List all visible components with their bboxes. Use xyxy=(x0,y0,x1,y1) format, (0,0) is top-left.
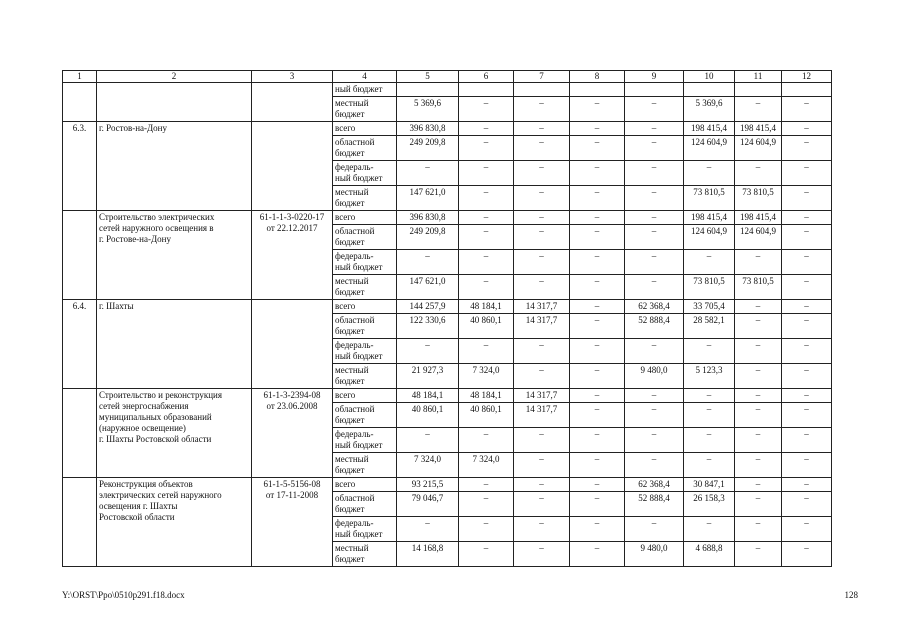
amount-cell: – xyxy=(782,428,832,453)
amount-cell: – xyxy=(514,428,570,453)
column-number: 4 xyxy=(333,71,397,83)
amount-cell xyxy=(570,83,625,97)
column-number: 7 xyxy=(514,71,570,83)
funding-source-cell: местный бюджет xyxy=(333,453,397,478)
amount-cell: 5 123,3 xyxy=(684,364,735,389)
amount-cell: 93 215,5 xyxy=(397,478,459,492)
amount-cell: – xyxy=(459,211,514,225)
funding-source-cell: федераль- ный бюджет xyxy=(333,161,397,186)
table-row xyxy=(63,83,832,97)
funding-source-cell: всего xyxy=(333,478,397,492)
amount-cell: – xyxy=(782,122,832,136)
amount-cell: – xyxy=(735,517,782,542)
amount-cell: – xyxy=(625,403,684,428)
object-name-cell: Строительство электрических сетей наружного освещения в г. Ростове-на-Дону xyxy=(97,211,252,300)
amount-cell: – xyxy=(782,275,832,300)
amount-cell: – xyxy=(782,339,832,364)
amount-cell: – xyxy=(459,339,514,364)
amount-cell: – xyxy=(625,453,684,478)
amount-cell: – xyxy=(735,364,782,389)
amount-cell: – xyxy=(684,517,735,542)
amount-cell: – xyxy=(397,339,459,364)
funding-source-cell: всего xyxy=(333,211,397,225)
amount-cell: 198 415,4 xyxy=(735,122,782,136)
amount-cell: 40 860,1 xyxy=(459,403,514,428)
amount-cell: – xyxy=(735,300,782,314)
amount-cell: – xyxy=(459,122,514,136)
amount-cell: – xyxy=(684,161,735,186)
funding-source-cell: местный бюджет xyxy=(333,275,397,300)
amount-cell: 14 168,8 xyxy=(397,542,459,567)
amount-cell: 5 369,6 xyxy=(684,97,735,122)
funding-source-cell: всего xyxy=(333,122,397,136)
amount-cell: – xyxy=(514,211,570,225)
amount-cell: – xyxy=(735,250,782,275)
object-name-cell: г. Ростов-на-Дону xyxy=(97,122,252,211)
amount-cell: – xyxy=(782,478,832,492)
funding-source-cell: всего xyxy=(333,389,397,403)
amount-cell: – xyxy=(625,211,684,225)
amount-cell: – xyxy=(459,517,514,542)
amount-cell: – xyxy=(625,339,684,364)
amount-cell: 62 368,4 xyxy=(625,300,684,314)
column-number: 3 xyxy=(252,71,333,83)
amount-cell: 396 830,8 xyxy=(397,211,459,225)
funding-source-cell: областной бюджет xyxy=(333,225,397,250)
funding-source-cell: областной бюджет xyxy=(333,403,397,428)
amount-cell: – xyxy=(397,517,459,542)
amount-cell: – xyxy=(684,403,735,428)
amount-cell: – xyxy=(570,478,625,492)
amount-cell xyxy=(782,83,832,97)
funding-source-cell: местный бюджет xyxy=(333,364,397,389)
amount-cell: – xyxy=(625,161,684,186)
amount-cell: – xyxy=(514,517,570,542)
amount-cell: 7 324,0 xyxy=(459,453,514,478)
amount-cell: – xyxy=(514,542,570,567)
column-number: 12 xyxy=(782,71,832,83)
table-row xyxy=(63,389,832,403)
amount-cell: – xyxy=(735,478,782,492)
amount-cell: – xyxy=(625,225,684,250)
object-name-cell: Реконструкция объектов электрических сетей наружного освещения г. Шахты Ростовской области xyxy=(97,478,252,567)
page-number: 128 xyxy=(844,590,858,600)
amount-cell: – xyxy=(514,122,570,136)
document-ref-cell xyxy=(252,83,333,122)
amount-cell: – xyxy=(782,517,832,542)
amount-cell: 73 810,5 xyxy=(684,275,735,300)
amount-cell: 198 415,4 xyxy=(735,211,782,225)
amount-cell: – xyxy=(782,389,832,403)
column-number: 11 xyxy=(735,71,782,83)
item-number-cell: 6.4. xyxy=(63,300,97,389)
funding-source-cell: всего xyxy=(333,300,397,314)
amount-cell: – xyxy=(782,364,832,389)
table-row xyxy=(63,122,832,136)
item-number-cell xyxy=(63,83,97,122)
amount-cell: 147 621,0 xyxy=(397,186,459,211)
funding-source-cell: федераль- ный бюджет xyxy=(333,517,397,542)
table-row xyxy=(63,300,832,314)
amount-cell: – xyxy=(570,250,625,275)
amount-cell: – xyxy=(570,300,625,314)
funding-source-cell: федераль- ный бюджет xyxy=(333,428,397,453)
amount-cell: – xyxy=(735,161,782,186)
amount-cell: – xyxy=(514,161,570,186)
amount-cell: 40 860,1 xyxy=(397,403,459,428)
amount-cell: – xyxy=(735,314,782,339)
amount-cell xyxy=(684,83,735,97)
amount-cell: – xyxy=(397,161,459,186)
amount-cell: – xyxy=(570,403,625,428)
amount-cell: – xyxy=(735,389,782,403)
amount-cell: – xyxy=(570,542,625,567)
amount-cell: 48 184,1 xyxy=(459,389,514,403)
table-row xyxy=(63,211,832,225)
item-number-cell xyxy=(63,389,97,478)
column-number-row xyxy=(63,71,832,83)
amount-cell: 7 324,0 xyxy=(459,364,514,389)
amount-cell: – xyxy=(459,161,514,186)
amount-cell: – xyxy=(735,403,782,428)
document-ref-cell xyxy=(252,300,333,389)
amount-cell: – xyxy=(570,428,625,453)
amount-cell: 7 324,0 xyxy=(397,453,459,478)
amount-cell: – xyxy=(459,542,514,567)
funding-source-cell: федераль- ный бюджет xyxy=(333,250,397,275)
document-ref-cell: 61-1-5-5156-08 от 17-11-2008 xyxy=(252,478,333,567)
amount-cell: – xyxy=(625,250,684,275)
amount-cell: – xyxy=(514,453,570,478)
amount-cell: – xyxy=(570,225,625,250)
amount-cell: 73 810,5 xyxy=(684,186,735,211)
amount-cell: – xyxy=(514,364,570,389)
amount-cell: 249 209,8 xyxy=(397,225,459,250)
amount-cell: – xyxy=(570,517,625,542)
amount-cell: 249 209,8 xyxy=(397,136,459,161)
document-ref-cell xyxy=(252,122,333,211)
amount-cell: – xyxy=(570,211,625,225)
amount-cell: – xyxy=(735,339,782,364)
funding-source-cell: областной бюджет xyxy=(333,136,397,161)
amount-cell: – xyxy=(782,250,832,275)
document-ref-cell: 61-1-3-2394-08 от 23.06.2008 xyxy=(252,389,333,478)
amount-cell: 52 888,4 xyxy=(625,492,684,517)
amount-cell: – xyxy=(782,314,832,339)
amount-cell: – xyxy=(514,225,570,250)
amount-cell: – xyxy=(782,403,832,428)
amount-cell: 79 046,7 xyxy=(397,492,459,517)
amount-cell: – xyxy=(514,136,570,161)
funding-source-cell: местный бюджет xyxy=(333,542,397,567)
amount-cell xyxy=(625,83,684,97)
amount-cell: 48 184,1 xyxy=(397,389,459,403)
amount-cell: – xyxy=(735,492,782,517)
amount-cell: – xyxy=(459,275,514,300)
amount-cell: – xyxy=(625,122,684,136)
amount-cell: – xyxy=(459,428,514,453)
amount-cell: – xyxy=(625,389,684,403)
amount-cell: – xyxy=(735,97,782,122)
object-name-cell xyxy=(97,83,252,122)
amount-cell: – xyxy=(459,186,514,211)
amount-cell: – xyxy=(782,211,832,225)
amount-cell xyxy=(735,83,782,97)
amount-cell: – xyxy=(782,186,832,211)
amount-cell: – xyxy=(570,364,625,389)
amount-cell: – xyxy=(625,275,684,300)
amount-cell: – xyxy=(684,428,735,453)
amount-cell: 62 368,4 xyxy=(625,478,684,492)
amount-cell: – xyxy=(514,492,570,517)
amount-cell: 14 317,7 xyxy=(514,300,570,314)
amount-cell: – xyxy=(625,186,684,211)
amount-cell: 124 604,9 xyxy=(735,136,782,161)
object-name-cell: Строительство и реконструкция сетей энергоснабжения муниципальных образований (наружное освещение) г. Шахты Ростовской области xyxy=(97,389,252,478)
amount-cell: – xyxy=(782,300,832,314)
amount-cell: 9 480,0 xyxy=(625,542,684,567)
amount-cell: – xyxy=(397,250,459,275)
amount-cell: – xyxy=(570,339,625,364)
amount-cell: – xyxy=(735,453,782,478)
column-number: 2 xyxy=(97,71,252,83)
amount-cell: – xyxy=(735,428,782,453)
amount-cell: 33 705,4 xyxy=(684,300,735,314)
funding-source-cell: областной бюджет xyxy=(333,492,397,517)
object-name-cell: г. Шахты xyxy=(97,300,252,389)
item-number-cell xyxy=(63,211,97,300)
amount-cell: 73 810,5 xyxy=(735,186,782,211)
funding-source-cell: местный бюджет xyxy=(333,97,397,122)
amount-cell: 5 369,6 xyxy=(397,97,459,122)
funding-source-cell: областной бюджет xyxy=(333,314,397,339)
table-row xyxy=(63,478,832,492)
amount-cell: – xyxy=(459,136,514,161)
column-number: 1 xyxy=(63,71,97,83)
amount-cell: 73 810,5 xyxy=(735,275,782,300)
amount-cell: 122 330,6 xyxy=(397,314,459,339)
amount-cell: – xyxy=(782,97,832,122)
amount-cell: – xyxy=(570,314,625,339)
amount-cell: – xyxy=(570,161,625,186)
document-ref-cell: 61-1-1-3-0220-17 от 22.12.2017 xyxy=(252,211,333,300)
amount-cell: 144 257,9 xyxy=(397,300,459,314)
item-number-cell: 6.3. xyxy=(63,122,97,211)
amount-cell: 21 927,3 xyxy=(397,364,459,389)
amount-cell: – xyxy=(570,492,625,517)
amount-cell: 124 604,9 xyxy=(735,225,782,250)
amount-cell: – xyxy=(459,250,514,275)
amount-cell: – xyxy=(397,428,459,453)
amount-cell: 9 480,0 xyxy=(625,364,684,389)
amount-cell: – xyxy=(459,97,514,122)
amount-cell: 40 860,1 xyxy=(459,314,514,339)
amount-cell: 147 621,0 xyxy=(397,275,459,300)
budget-table xyxy=(62,70,832,567)
amount-cell: – xyxy=(459,225,514,250)
funding-source-cell: федераль- ный бюджет xyxy=(333,339,397,364)
amount-cell: – xyxy=(625,428,684,453)
amount-cell xyxy=(514,83,570,97)
amount-cell xyxy=(459,83,514,97)
amount-cell: 14 317,7 xyxy=(514,403,570,428)
amount-cell: 124 604,9 xyxy=(684,136,735,161)
amount-cell: – xyxy=(782,542,832,567)
amount-cell: 48 184,1 xyxy=(459,300,514,314)
amount-cell: – xyxy=(514,250,570,275)
amount-cell xyxy=(397,83,459,97)
amount-cell: 4 688,8 xyxy=(684,542,735,567)
amount-cell: – xyxy=(459,492,514,517)
amount-cell: 124 604,9 xyxy=(684,225,735,250)
amount-cell: – xyxy=(684,389,735,403)
amount-cell: 52 888,4 xyxy=(625,314,684,339)
amount-cell: – xyxy=(684,339,735,364)
amount-cell: – xyxy=(684,453,735,478)
column-number: 6 xyxy=(459,71,514,83)
amount-cell: – xyxy=(514,275,570,300)
amount-cell: 198 415,4 xyxy=(684,122,735,136)
amount-cell: – xyxy=(782,492,832,517)
amount-cell: – xyxy=(514,339,570,364)
amount-cell: – xyxy=(684,250,735,275)
amount-cell: – xyxy=(570,275,625,300)
amount-cell: 28 582,1 xyxy=(684,314,735,339)
amount-cell: – xyxy=(514,97,570,122)
amount-cell: 198 415,4 xyxy=(684,211,735,225)
amount-cell: 396 830,8 xyxy=(397,122,459,136)
column-number: 5 xyxy=(397,71,459,83)
amount-cell: – xyxy=(514,478,570,492)
amount-cell: – xyxy=(459,478,514,492)
amount-cell: – xyxy=(570,389,625,403)
amount-cell: – xyxy=(625,97,684,122)
amount-cell: – xyxy=(782,453,832,478)
amount-cell: – xyxy=(570,453,625,478)
amount-cell: – xyxy=(625,136,684,161)
amount-cell: – xyxy=(735,542,782,567)
amount-cell: – xyxy=(570,136,625,161)
funding-source-cell: местный бюджет xyxy=(333,186,397,211)
amount-cell: – xyxy=(782,161,832,186)
amount-cell: – xyxy=(570,97,625,122)
amount-cell: 14 317,7 xyxy=(514,389,570,403)
funding-source-cell: ный бюджет xyxy=(333,83,397,97)
amount-cell: – xyxy=(782,136,832,161)
amount-cell: 26 158,3 xyxy=(684,492,735,517)
column-number: 10 xyxy=(684,71,735,83)
column-number: 9 xyxy=(625,71,684,83)
amount-cell: – xyxy=(570,122,625,136)
item-number-cell xyxy=(63,478,97,567)
document-path: Y:\ORST\Ppo\0510p291.f18.docx xyxy=(62,590,185,600)
amount-cell: 14 317,7 xyxy=(514,314,570,339)
amount-cell: – xyxy=(570,186,625,211)
amount-cell: – xyxy=(782,225,832,250)
amount-cell: 30 847,1 xyxy=(684,478,735,492)
column-number: 8 xyxy=(570,71,625,83)
amount-cell: – xyxy=(514,186,570,211)
amount-cell: – xyxy=(625,517,684,542)
